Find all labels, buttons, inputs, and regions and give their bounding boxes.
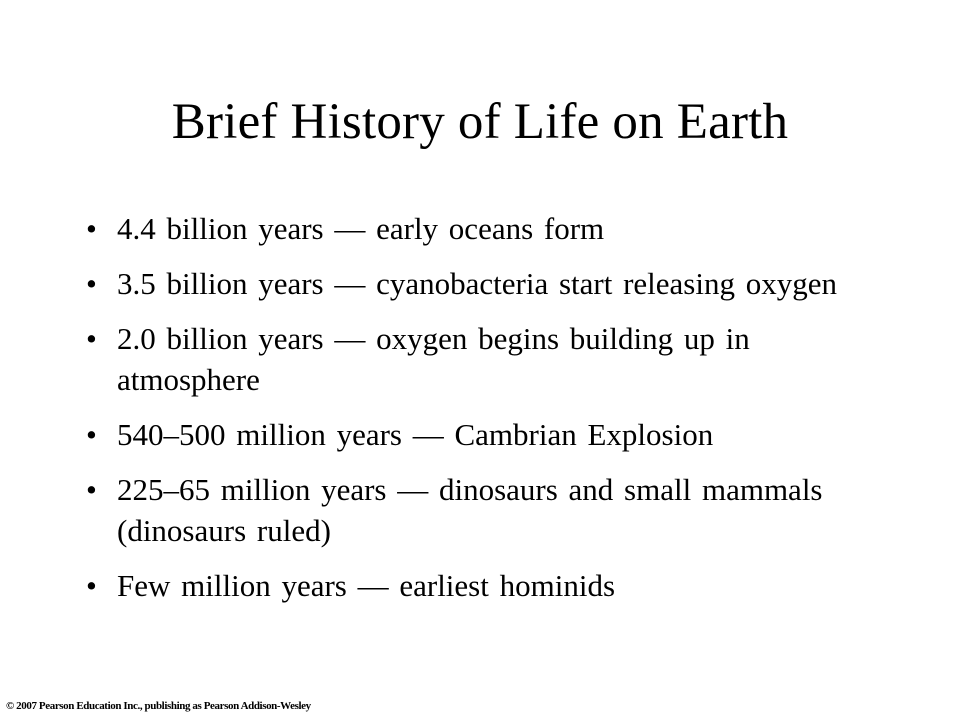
bullet-icon: • <box>86 211 97 246</box>
bullet-text: 4.4 billion years — early oceans form <box>117 211 605 246</box>
bullet-text: 2.0 billion years — oxygen begins building up in atmosphere <box>117 321 750 397</box>
bullet-icon: • <box>86 568 97 603</box>
bullet-icon: • <box>86 321 97 356</box>
bullet-item <box>86 263 876 304</box>
bullet-text: 540–500 million years — Cambrian Explosion <box>117 417 714 452</box>
bullet-text: 225–65 million years — dinosaurs and small mammals (dinosaurs ruled) <box>117 472 823 548</box>
bullet-icon: • <box>86 417 97 452</box>
bullet-item <box>86 414 876 455</box>
bullet-item <box>86 469 876 551</box>
bullet-item <box>86 208 876 249</box>
bullet-list <box>86 208 876 620</box>
bullet-icon: • <box>86 472 97 507</box>
bullet-item <box>86 565 876 606</box>
slide-title: Brief History of Life on Earth <box>171 94 789 150</box>
bullet-item <box>86 318 876 400</box>
copyright-footer: © 2007 Pearson Education Inc., publishing as Pearson Addison-Wesley <box>6 700 311 712</box>
bullet-text: 3.5 billion years — cyanobacteria start releasing oxygen <box>117 266 837 301</box>
bullet-text: Few million years — earliest hominids <box>117 568 616 603</box>
bullet-icon: • <box>86 266 97 301</box>
